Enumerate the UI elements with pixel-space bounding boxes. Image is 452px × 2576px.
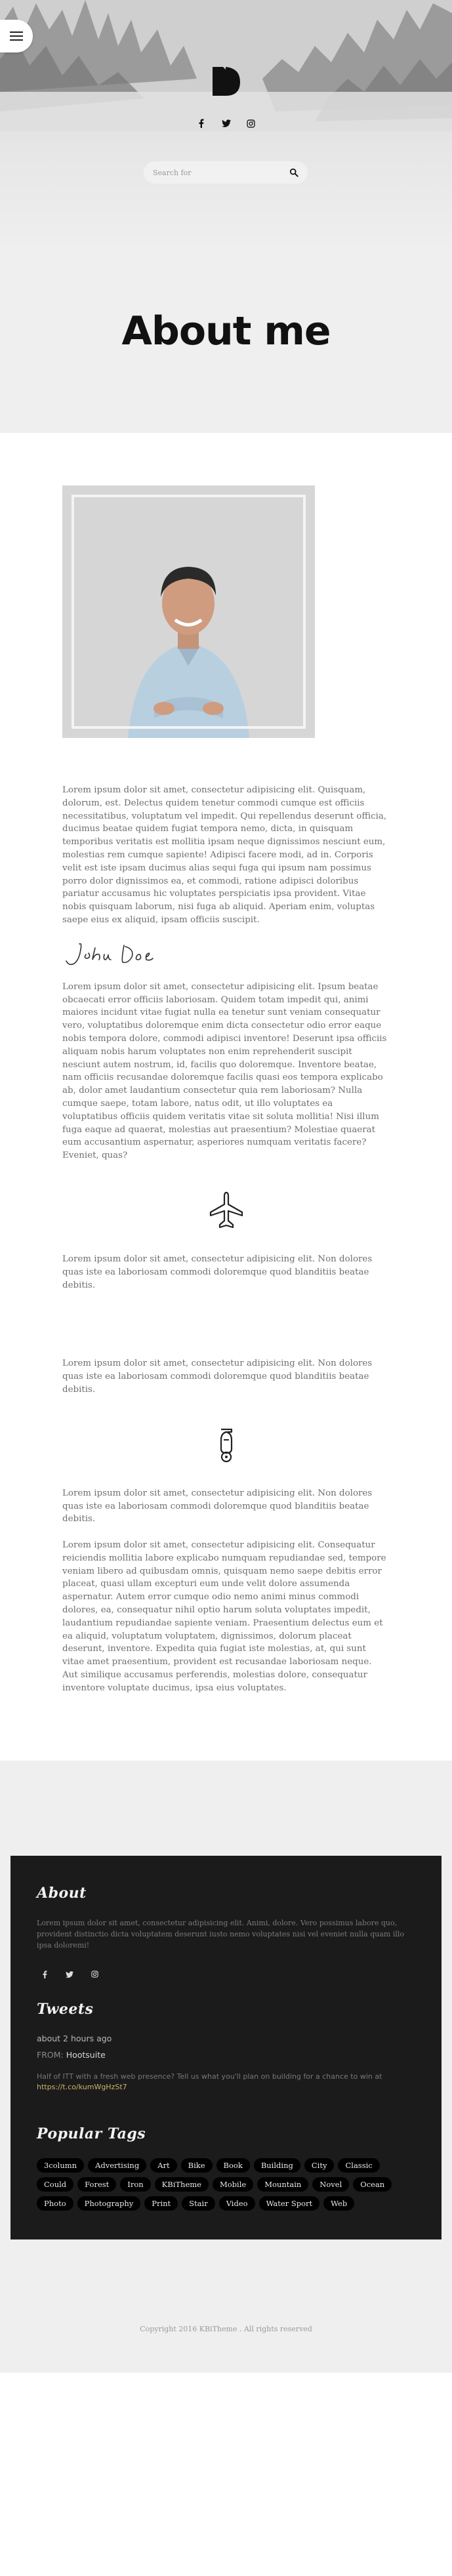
popular-tags-heading: Popular Tags (37, 2125, 146, 2142)
tweet-link[interactable]: https://t.co/kumWgHzSt7 (37, 2082, 127, 2091)
search-box (144, 161, 308, 184)
menu-button[interactable] (0, 20, 33, 52)
twitter-icon[interactable] (221, 118, 232, 129)
about-text: Lorem ipsum dolor sit amet, consectetur adipisicing elit. Animi, dolore. Vero possimus labore quo, provident distinctio dicta voluptatem deserunt iusto nemo voluptates nisi vel eveniet nulla quam illo ipsa doloremi! (37, 1918, 404, 1950)
page-title-band (0, 308, 452, 354)
tag-stair[interactable]: Stair (182, 2196, 215, 2211)
john-doe-signature-image (62, 940, 167, 969)
tweet-from-label: FROM: (37, 2049, 64, 2060)
copyright-bar (0, 2325, 452, 2373)
text-block-4: Lorem ipsum dolor sit amet, consectetur adipisicing elit. Consequatur reiciendis mollitia labore explicabo numquam repudiandae sed, tempore veniam libero ad quibusdam omnis, quisquam nemo saepe debitis error placeat, quasi ullam excepturi eum unde velit dolore assumenda aspernatur. Autem error cumque odio nemo animi minus commodi dolores, ea, consequatur nihil optio harum soluta voluptates impedit, laudantium repudiandae sapiente veniam. Praesentium delectus eum et ea aliquid, voluptatum voluptatem, dignissimos, dolorum placeat deserunt, inventore. Expedita quia fugiat iste molestias, at, qui sunt vitae amet praesentium, provident est recusandae laboriosam neque. Aut similique accusamus perferendis, molestias dolore, consequatur inventore voluptate ducimus, ipsa eius voluptates. (62, 1540, 386, 1693)
hamburger-menu-icon (10, 31, 23, 41)
page-header (0, 0, 452, 433)
facebook-icon[interactable] (196, 118, 207, 129)
bio-paragraph-2: Lorem ipsum dolor sit amet, consectetur adipisicing elit. Ipsum beatae obcaecati error officiis laboriosam. Quidem totam impedit qui, animi maiores incidunt vitae fugiat nulla ea tenetur sunt veniam consequatur vero, voluptatibus doloremque enim dicta consectetur odio error eaque nobis tempora dolore, commodi adipisci inventore! Deserunt ipsa officiis aliquam nobis harum voluptates non enim reprehenderit suscipit nesciunt autem nostrum, id, facilis quo doloremque. Inventore beatae, nam officiis recusandae doloremque facilis quasi eos tempora explicabo ab, dolor amet laudantium consectetur quia rem laboriosam? Nulla cumque saepe, totam labore, natus odit, ut illo voluptates ea voluptatibus officiis quidem veritatis vitae sit soluta mollitia! Nisi illum fuga eaque ad quaerat, molestias aut praesentium? Molestiae quaerat eum accusantium aspernatur, asperiores numquam veritatis facere? Eveniet, quas? (62, 981, 387, 1161)
tag-photo[interactable]: Photo (37, 2196, 73, 2211)
hero-banner (0, 0, 452, 243)
tweet-body: Half of ITT with a fresh web presence? Tell us what you'll plan on building for a chance to win at (37, 2072, 382, 2081)
search-input[interactable] (153, 169, 289, 177)
text-block-1: Lorem ipsum dolor sit amet, consectetur adipisicing elit. Non dolores quas iste ea laboriosam commodi doloremque quod blanditiis beatae debitis. (62, 1254, 373, 1290)
about-heading: About (37, 1884, 87, 1902)
main-content (0, 433, 452, 1695)
instagram-icon[interactable] (87, 1967, 102, 1982)
scooter-icon (209, 1425, 243, 1463)
portrait-frame (72, 495, 306, 729)
tweet-source (37, 2050, 415, 2060)
twitter-icon[interactable] (62, 1967, 77, 1982)
tag-ocean[interactable]: Ocean (353, 2177, 392, 2192)
tag-video[interactable]: Video (219, 2196, 255, 2211)
tweet-text (37, 2072, 415, 2093)
tag-advertising[interactable]: Advertising (88, 2158, 146, 2173)
tag-building[interactable]: Building (254, 2158, 300, 2173)
airplane-icon-block (62, 1191, 390, 1229)
tag-kbitheme[interactable]: KBiTheme (155, 2177, 209, 2192)
signature (62, 940, 390, 969)
tweet-item (37, 2034, 415, 2093)
text-block-2: Lorem ipsum dolor sit amet, consectetur adipisicing elit. Non dolores quas iste ea laboriosam commodi doloremque quod blanditiis beatae debitis. (62, 1359, 373, 1395)
footer-section (0, 1761, 452, 2325)
tag-classic[interactable]: Classic (338, 2158, 379, 2173)
text-block-3: Lorem ipsum dolor sit amet, consectetur adipisicing elit. Non dolores quas iste ea laboriosam commodi doloremque quod blanditiis beatae debitis. (62, 1488, 373, 1524)
tag-cloud (37, 2158, 415, 2211)
tweet-from-name[interactable]: Hootsuite (66, 2049, 106, 2060)
tag-iron[interactable]: Iron (120, 2177, 150, 2192)
tag-web[interactable]: Web (323, 2196, 354, 2211)
footer-widgets (10, 1856, 442, 2239)
tag-mountain[interactable]: Mountain (257, 2177, 308, 2192)
instagram-icon[interactable] (246, 118, 257, 129)
profile-photo (62, 485, 315, 738)
scooter-icon-block (62, 1425, 390, 1463)
tag-novel[interactable]: Novel (312, 2177, 349, 2192)
tag-mobile[interactable]: Mobile (213, 2177, 253, 2192)
page-title: About me (121, 308, 331, 354)
tag-photography[interactable]: Photography (77, 2196, 141, 2211)
tag-could[interactable]: Could (37, 2177, 73, 2192)
tag-book[interactable]: Book (216, 2158, 250, 2173)
letter-d-logo-icon[interactable] (210, 66, 241, 97)
header-social-links (0, 118, 452, 129)
tag-print[interactable]: Print (144, 2196, 178, 2211)
airplane-icon (209, 1191, 243, 1229)
magnifier-icon[interactable] (289, 168, 298, 177)
tag-city[interactable]: City (304, 2158, 335, 2173)
copyright-text: Copyright 2016 KBiTheme . All rights reserved (140, 2324, 312, 2333)
tweets-heading: Tweets (37, 2000, 94, 2018)
tag-3column[interactable]: 3column (37, 2158, 84, 2173)
tag-art[interactable]: Art (150, 2158, 176, 2173)
tag-forest[interactable]: Forest (77, 2177, 116, 2192)
footer-social-links (37, 1967, 415, 1982)
facebook-icon[interactable] (37, 1967, 52, 1982)
tag-water-sport[interactable]: Water Sport (259, 2196, 320, 2211)
tag-bike[interactable]: Bike (181, 2158, 213, 2173)
tweet-time[interactable]: about 2 hours ago (37, 2033, 112, 2043)
bio-paragraph-1: Lorem ipsum dolor sit amet, consectetur adipisicing elit. Quisquam, dolorum, est. Delectus quidem tenetur commodi cumque est officiis necessitatibus, voluptatum vel impedit. Qui repellendus deserunt officia, ducimus beatae quidem fugiat tempora nemo, dicta, in quisquam temporibus veritatis est mollitia ipsam neque dignissimos nesciunt eum, molestias rem cumque sapiente! Adipisci facere modi, ad in. Corporis velit est iste ipsam ducimus alias sequi fuga qui ipsum nam possimus porro dolor dignissimos ea, et commodi, ratione adipisci doloribus pariatur accusamus hic voluptates perspiciatis ipsa provident. Vitae nobis quisquam laborum, nisi fuga ab aliquid. Aperiam enim, voluptas saepe eius ex aliquid, ipsam officiis suscipit. (62, 785, 387, 925)
